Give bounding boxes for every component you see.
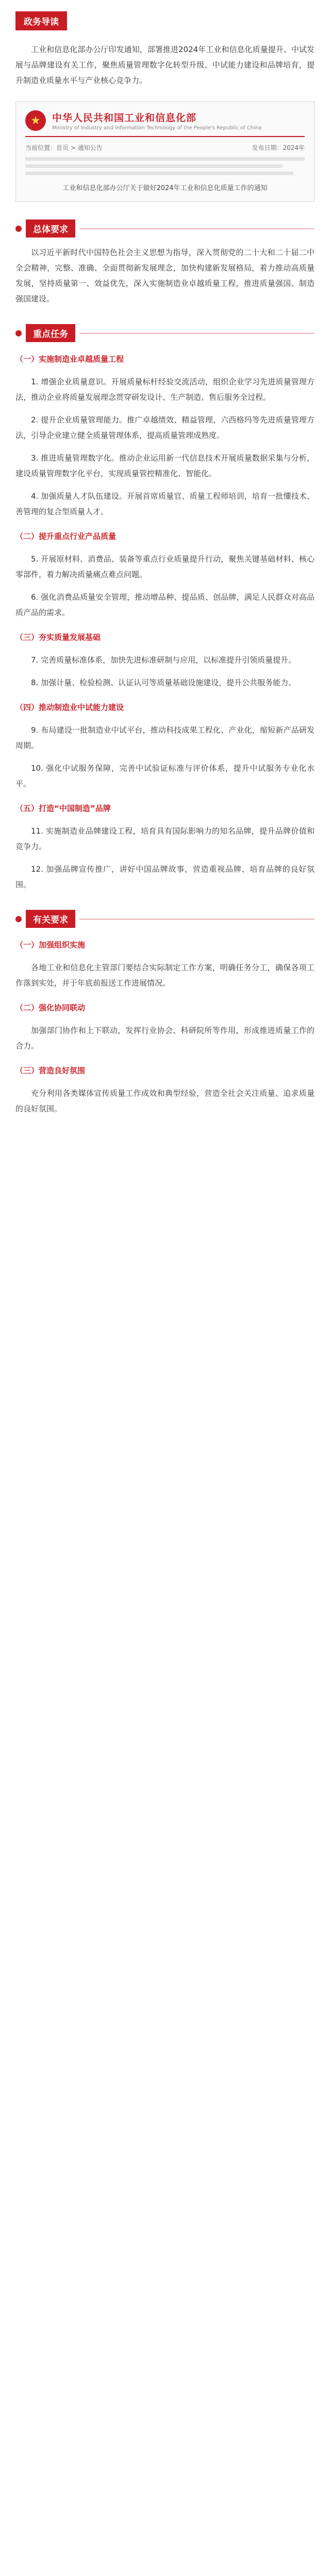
body-paragraph: 5. 开展原材料、消费品、装备等重点行业质量提升行动，聚焦关键基础材料、核心零部件，着力解决质量痛点难点问题。 xyxy=(15,554,315,579)
body-paragraph: 以习近平新时代中国特色社会主义思想为指导，深入贯彻党的二十大和二十届二中全会精神，完整、准确、全面贯彻新发展理念，加快构建新发展格局，着力推动高质量发展，坚持质量第一、效益优先，深入实施制造业卓越质量工程，推进质量强国、制造强国建设。 xyxy=(15,248,315,303)
body-paragraph: 7. 完善质量标准体系，加快先进标准研制与应用，以标准提升引领质量提升。 xyxy=(31,655,296,665)
section-header xyxy=(15,219,315,238)
subsection-heading: （四）推动制造业中试能力建设 xyxy=(15,703,124,712)
subsection-heading: （二）强化协同联动 xyxy=(15,1003,86,1012)
body-paragraph: 12. 加强品牌宣传推广，讲好中国品牌故事，营造重视品牌、培育品牌的良好氛围。 xyxy=(15,865,315,889)
document-body-placeholder xyxy=(25,157,305,175)
subsection-heading: （二）提升重点行业产品质量 xyxy=(15,532,117,541)
body-paragraph: 8. 加强计量、检验检测、认证认可等质量基础设施建设，提升公共服务能力。 xyxy=(31,678,296,687)
document-title: 工业和信息化部办公厅关于做好2024年工业和信息化质量工作的通知 xyxy=(62,184,268,192)
section-title: 有关要求 xyxy=(26,910,75,928)
bullet-dot-icon xyxy=(15,916,22,922)
body-paragraph: 11. 实施制造业品牌建设工程，培育具有国际影响力的知名品牌，提升品牌价值和竞争力。 xyxy=(15,826,315,851)
body-paragraph: 各地工业和信息化主管部门要结合实际制定工作方案，明确任务分工，确保各项工作落到实处，并于年底前报送工作进展情况。 xyxy=(15,963,315,988)
document-org-english: Ministry of Industry and Information Technology of the People's Republic of China xyxy=(52,125,262,131)
body-paragraph: 10. 强化中试服务保障，完善中试验证标准与评价体系，提升中试服务专业化水平。 xyxy=(15,764,315,788)
section-divider xyxy=(79,228,315,229)
document-org-name: 中华人民共和国工业和信息化部 xyxy=(52,112,197,124)
section xyxy=(15,219,315,307)
section-tag: 政务导读 xyxy=(15,11,67,30)
section-title: 总体要求 xyxy=(26,219,75,238)
section-header xyxy=(15,324,315,342)
subsection-heading: （三）营造良好氛围 xyxy=(15,1066,86,1075)
section-header xyxy=(15,910,315,928)
body-paragraph: 3. 推进质量管理数字化。推动企业运用新一代信息技术开展质量数据采集与分析，建设质量管理数字化平台，实现质量管控精准化、智能化。 xyxy=(15,453,315,478)
header-bar xyxy=(0,0,330,30)
bullet-dot-icon xyxy=(15,226,22,232)
section-title: 重点任务 xyxy=(26,324,75,342)
section xyxy=(15,324,315,892)
body-paragraph: 1. 增强企业质量意识。开展质量标杆经验交流活动，组织企业学习先进质量管理方法，推动企业将质量发展理念贯穿研发设计、生产制造、售后服务全过程。 xyxy=(15,377,315,402)
intro-paragraph: 工业和信息化部办公厅印发通知，部署推进2024年工业和信息化质量提升、中试发展与品牌建设有关工作，聚焦质量管理数字化转型升级、中试能力建设和品牌培育，提升制造业质量水平与产业核心竞争力。 xyxy=(15,45,315,85)
subsection-heading: （一）实施制造业卓越质量工程 xyxy=(15,354,124,364)
body-paragraph: 6. 强化消费品质量安全管理，推动增品种、提品质、创品牌，满足人民群众对高品质产品的需求。 xyxy=(15,592,315,617)
body-paragraph: 9. 布局建设一批制造业中试平台，推动科技成果工程化、产业化，缩短新产品研发周期。 xyxy=(15,725,315,750)
subsection-heading: （一）加强组织实施 xyxy=(15,940,86,950)
bullet-dot-icon xyxy=(15,330,22,336)
document-date: 发布日期：2024年 xyxy=(252,144,305,151)
national-emblem-icon: ★ xyxy=(25,110,46,131)
body-paragraph: 充分利用各类媒体宣传质量工作成效和典型经验，营造全社会关注质量、追求质量的良好氛围。 xyxy=(15,1089,315,1113)
subsection-heading: （三）夯实质量发展基础 xyxy=(15,633,101,642)
body-paragraph: 加强部门协作和上下联动，发挥行业协会、科研院所等作用，形成推进质量工作的合力。 xyxy=(15,1026,315,1050)
subsection-heading: （五）打造“中国制造”品牌 xyxy=(15,804,111,813)
section xyxy=(15,910,315,1116)
document-screenshot xyxy=(15,101,315,202)
document-header xyxy=(25,110,305,137)
body-paragraph: 4. 加强质量人才队伍建设。开展首席质量官、质量工程师培训，培育一批懂技术、善管理的复合型质量人才。 xyxy=(15,492,315,516)
section-divider xyxy=(79,333,315,334)
document-breadcrumb: 当前位置：首页 > 通知公告 xyxy=(25,144,103,151)
content-sections xyxy=(0,219,330,1116)
section-divider xyxy=(79,919,315,920)
body-paragraph: 2. 提升企业质量管理能力。推广卓越绩效、精益管理、六西格玛等先进质量管理方法，引导企业建立健全质量管理体系，提高质量管理成熟度。 xyxy=(15,415,315,440)
